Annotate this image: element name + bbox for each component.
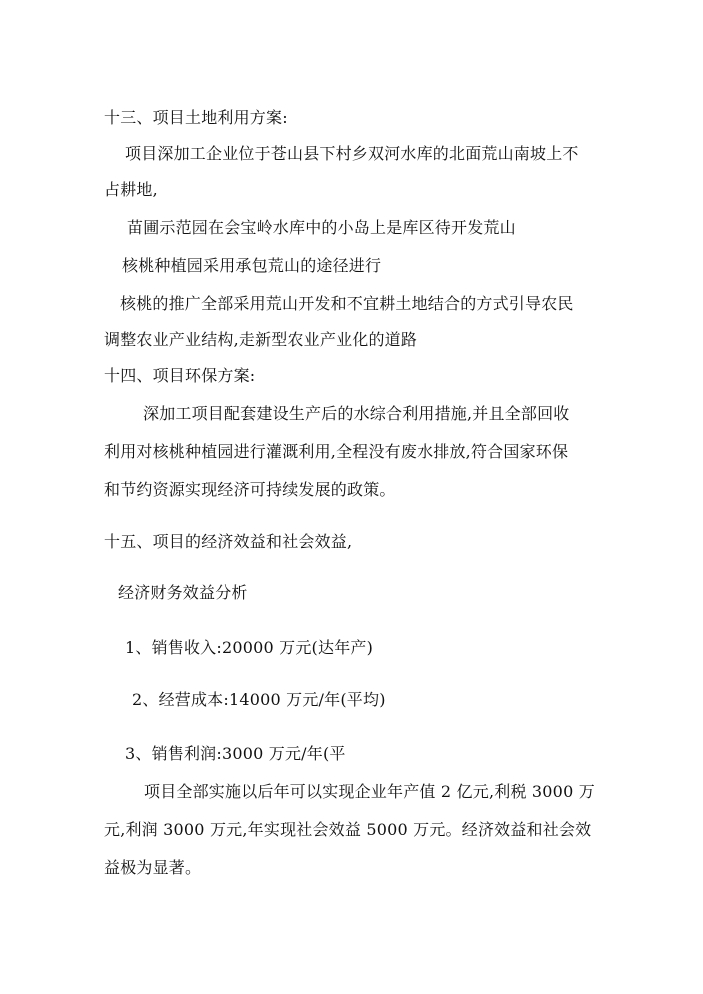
section-heading-15: 十五、项目的经济效益和社会效益,	[104, 532, 353, 551]
paragraph-line: 项目深加工企业位于苍山县下村乡双河水库的北面荒山南坡上不	[125, 144, 579, 163]
paragraph-line: 深加工项目配套建设生产后的水综合利用措施,并且全部回收	[143, 404, 570, 423]
paragraph-line: 项目全部实施以后年可以实现企业年产值 2 亿元,利税 3000 万	[144, 782, 595, 801]
paragraph-line: 元,利润 3000 万元,年实现社会效益 5000 万元。经济效益和社会效	[104, 820, 592, 839]
subheading: 经济财务效益分析	[118, 583, 248, 602]
paragraph-line: 核桃种植园采用承包荒山的途径进行	[122, 256, 382, 275]
paragraph-line: 利用对核桃种植园进行灌溉利用,全程没有废水排放,符合国家环保	[104, 442, 569, 461]
paragraph-line: 调整农业产业结构,走新型农业产业化的道路	[104, 330, 418, 349]
list-item: 2、经营成本:14000 万元/年(平均)	[132, 690, 386, 709]
paragraph-line: 苗圃示范园在会宝岭水库中的小岛上是库区待开发荒山	[127, 218, 516, 237]
list-item: 1、销售收入:20000 万元(达年产)	[125, 638, 374, 657]
section-heading-14: 十四、项目环保方案:	[104, 366, 256, 385]
list-item: 3、销售利润:3000 万元/年(平	[125, 744, 346, 763]
paragraph-line: 和节约资源实现经济可持续发展的政策。	[104, 480, 396, 499]
paragraph-line: 占耕地,	[104, 180, 158, 199]
paragraph-line: 核桃的推广全部采用荒山开发和不宜耕土地结合的方式引导农民	[120, 294, 574, 313]
paragraph-line: 益极为显著。	[104, 858, 202, 877]
section-heading-13: 十三、项目土地利用方案:	[104, 108, 288, 127]
